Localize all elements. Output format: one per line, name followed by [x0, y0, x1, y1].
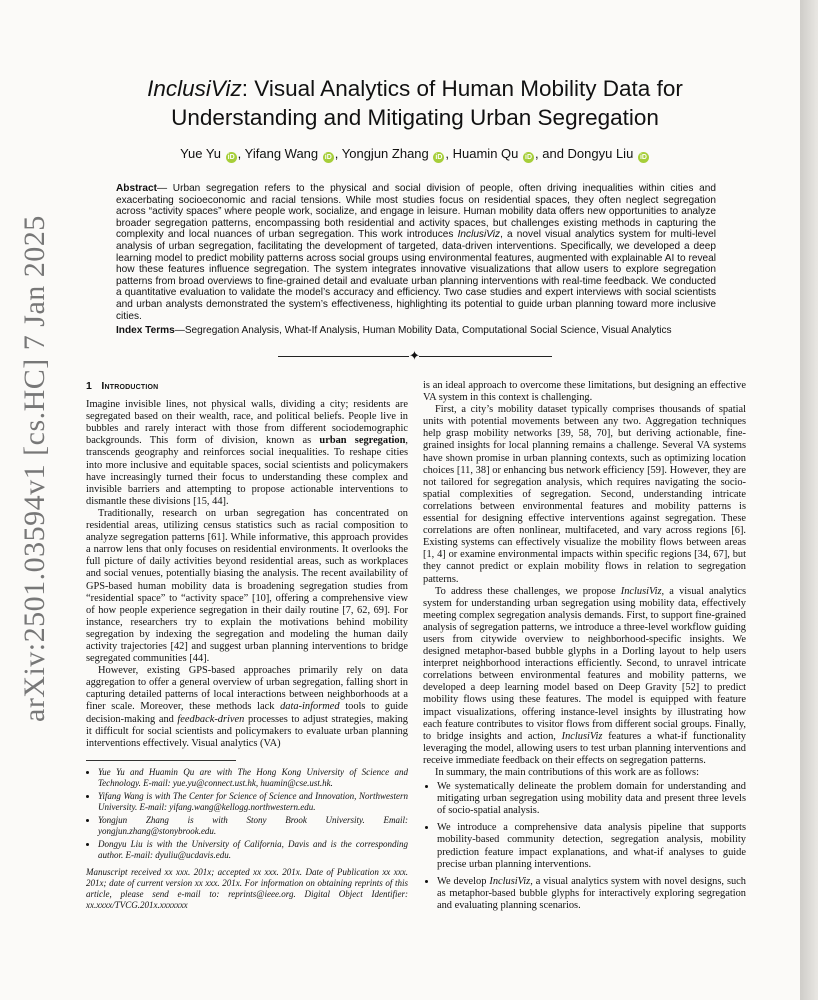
p3-text-a: However, existing GPS-based approaches primarily rely on data aggregation to offer a general overview of urban segregation, falling short in capturing detailed patterns of local interactions between neighborhoods at a finer scale. Moreover, these methods lack — [86, 665, 408, 713]
orcid-icon[interactable]: iD — [639, 154, 647, 161]
rp2-text-a: To address these challenges, we propose — [435, 585, 621, 597]
abstract-sep: — — [156, 183, 168, 194]
rp2-italic: InclusiViz — [620, 585, 662, 597]
left-column — [86, 380, 408, 911]
right-column — [423, 380, 746, 917]
p1-text-a: Imagine invisible lines, not physical walls, dividing a city; residents are segregated based on their wealth, race, and political beliefs. People live in bubbles and rarely interact with those from different sociodemographic backgrounds. This form of division, known as — [86, 399, 408, 447]
b3-text-b: , a visual analytics system with novel designs, such as metaphor-based bubble glyphs for interactively exploring segregation and evaluating planning scenarios. — [437, 875, 746, 911]
section-number: 1 — [86, 380, 93, 392]
footnote-rule — [86, 760, 236, 761]
intro-paragraph-3 — [86, 665, 408, 750]
right-paragraph-3: In summary, the main contributions of this work are as follows: — [435, 767, 699, 778]
author-3: Yongjun Zhang — [341, 146, 429, 161]
title-system-name: InclusiViz — [147, 76, 242, 101]
abstract-label: Abstract — [116, 183, 157, 194]
rp2-text-b: , a visual analytics system for understanding urban segregation using mobility data, effectively meeting complex segregation analysis demands. First, to support fine-grained analysis of segregation patterns, we introduce a three-level workflow guiding users from citywide overview to neighborhood-specific insights. We designed metaphor-based bubble glyphs in a Dorling layout to help users interpret neighborhood interactions efficiently. Second, to unravel intricate correlations between environmental features and mobility patterns, we developed a deep learning model based on Deep Gravity [52] to predict mobility flows using these features. The model is equipped with feature impact visualizations, offering instance-level insights by illustrating how each feature contributes to visitor flows from different social groups. Finally, to bridge insights and action, — [423, 585, 746, 742]
index-terms-label: Index Terms — [116, 325, 175, 336]
contribution-item — [437, 876, 746, 912]
p3-italic-1: data-informed — [280, 701, 340, 713]
p1-bold-term: urban segregation — [319, 435, 406, 447]
page-edge — [800, 0, 818, 1000]
footnote-item: • Yongjun Zhang is with Stony Brook University. Email: yongjun.zhang@stonybrook.edu. — [98, 815, 408, 837]
p3-text-c: processes to adjust strategies, making it difficult for social scientists and policymakers to evaluate urban planning interventions effectively. Visual analytics (VA) — [86, 713, 408, 749]
orcid-icon[interactable]: iD — [525, 154, 532, 161]
footnote-item: • Dongyu Liu is with the University of California, Davis and is the corresponding author. E-mail: dyuliu@ucdavis.edu. — [98, 839, 408, 861]
rp2-text-c: features a what-if functionality leveraging the model, allowing users to test urban planning interventions and receive immediate feedback on their effects on segregation patterns. — [423, 730, 747, 766]
title-rest: : Visual Analytics of Human Mobility Data for Understanding and Mitigating Urban Segregation — [171, 76, 683, 130]
arxiv-sidebar-id[interactable]: arXiv:2501.03594v1 [cs.HC] 7 Jan 2025 — [18, 215, 51, 722]
rp2-italic-2: InclusiViz — [561, 730, 603, 742]
author-1: Yue Yu — [180, 146, 222, 161]
manuscript-note: Manuscript received xx xxx. 201x; accepted xx xxx. 201x. Date of Publication xx xxx. 201x; date of current version xx xxx. 201x. For information on obtaining reprints of this article, please send e-mail to: reprints@ieee.org. Digital Object Identifier: xx.xxxx/TVCG.201x.xxxxxxx — [86, 866, 408, 910]
affiliation-footnotes — [86, 767, 408, 861]
index-terms-text: —Segregation Analysis, What-If Analysis, Human Mobility Data, Computational Social Science, Visual Analytics — [174, 325, 672, 336]
abstract-system-name: InclusiViz — [457, 229, 501, 241]
b3-italic: InclusiViz — [489, 875, 531, 887]
contribution-item: • We introduce a comprehensive data analysis pipeline that supports mobility-based community detection, segregation analysis, mobility prediction feature impact explanations, and what-if analyses to guide precise urban planning interventions. — [437, 822, 746, 870]
author-5: and Dongyu Liu — [542, 146, 634, 161]
orcid-icon[interactable]: iD — [324, 154, 332, 161]
index-terms — [116, 325, 716, 337]
right-paragraph-0: is an ideal approach to overcome these limitations, but designing an effective VA system in this context is challenging. — [423, 380, 746, 404]
author-4: Huamin Qu — [452, 146, 519, 161]
section-heading — [86, 380, 408, 392]
paper-title — [100, 74, 730, 132]
footnote-item: • Yifang Wang is with The Center for Science of Science and Innovation, Northwestern University. E-mail: yifang.wang@kellogg.northwestern.edu. — [98, 791, 408, 813]
orcid-icon[interactable]: iD — [227, 154, 235, 161]
b3-text-a: We develop — [437, 875, 490, 887]
right-paragraph-1: First, a city’s mobility dataset typically comprises thousands of spatial units with potential movements between any two. Aggregation techniques help grasp mobility networks [39, 58, 70], but deriving actionable, fine-grained insights for local planning remains a challenge. Several VA systems have shown promise in urban planning contexts, such as optimizing location choices [11, 38] or enhancing bus network efficiency [59]. However, they are not tailored for segregation analysis, which requires navigating the socio-spatial complexities of segregation. Second, understanding intricate correlations between environmental features and mobility patterns is essential for designing effective interventions against segregation. These correlations are often nonlinear, multifaceted, and vary across regions [6]. Existing systems can effectively visualize the mobility flows between areas [1, 4] or examine environmental impacts within specific regions [34, 67], but they cannot predict or explain mobility flows in relation to segregation patterns. — [423, 404, 746, 585]
orcid-icon[interactable]: iD — [435, 154, 443, 161]
author-2: Yifang Wang — [244, 146, 319, 161]
section-title: Introduction — [101, 380, 159, 392]
right-paragraph-2 — [423, 586, 746, 767]
abstract — [116, 183, 716, 322]
abstract-text-1: Urban segregation refers to the physical and social division of people, often driving inequalities within cities and exacerbating socioeconomic and racial tensions. While most studies focus on residential spaces, they often neglect segregation across “activity spaces” where people work, socialize, and engage in leisure. Human mobility data offers new opportunities to analyze broader segregation patterns, encompassing both residential and activity spaces, but challenges existing methods in capturing the complexity and local nuances of urban segregation. This work introduces — [116, 183, 716, 241]
p3-text-b: tools to guide decision-making and — [86, 701, 408, 725]
intro-paragraph-2: Traditionally, research on urban segregation has concentrated on residential areas, utilizing census statistics such as racial composition to analyze segregation patterns [61]. While informative, this approach provides a narrow lens that only focuses on residential environments. It overlooks the full picture of daily activities beyond residential areas, such as workplaces and social venues, potentially biasing the analysis. The recent availability of GPS-based human mobility data is broadening segregation studies from “residential space” to “activity space” [10], offering a comprehensive view of how people experience segregation in their daily routine [7, 62, 69]. For instance, researchers try to explain the motivations behind mobility segregation by indexing the segregation and modeling the human daily activity trajectories [42] and suggest urban planning interventions to bridge segregated communities [44]. — [86, 507, 408, 665]
p1-text-b: , transcends geography and reinforces social inequalities. To reshape cities into more inclusive and equitable spaces, social scientists and policymakers have increasingly turned their focus to understanding these complex and invisible barriers and attempting to propose actionable interventions to dismantle these divisions [15, 44]. — [86, 435, 408, 507]
contribution-item: • We systematically delineate the problem domain for understanding and mitigating urban segregation using mobility data and present three levels of socio-spatial analysis. — [437, 781, 746, 817]
p3-italic-2: feedback-driven — [177, 713, 245, 725]
contribution-list — [423, 781, 746, 912]
footnote-item: • Yue Yu and Huamin Qu are with The Hong Kong University of Science and Technology. E-mail: yue.yu@connect.ust.hk, huamin@cse.ust.hk. — [98, 767, 408, 789]
author-list: Yue Yu iD , Yifang Wang iD , Yongjun Zhang iD , Huamin Qu iD , and Dongyu Liu iD — [180, 146, 647, 161]
abstract-text-2: , a novel visual analytics system for multi-level analysis of urban segregation, facilitating the development of targeted, data-driven interventions. Specifically, we developed a deep learning model to predict mobility patterns across social groups using environmental features, augmented with explainable AI to reveal how these features influence segregation. The system integrates innovative visualizations that allow users to explore segregation patterns from broad overviews to fine-grained detail and evaluate urban planning interventions with real-time feedback. We conducted a quantitative evaluation to validate the model’s accuracy and efficiency. Two case studies and expert interviews with social scientists and urban analysts demonstrated the system’s effectiveness, highlighting its potential to guide urban planning toward more inclusive cities. — [116, 229, 716, 322]
intro-paragraph-1 — [86, 399, 408, 508]
divider-diamond-icon: ✦ — [409, 348, 420, 363]
